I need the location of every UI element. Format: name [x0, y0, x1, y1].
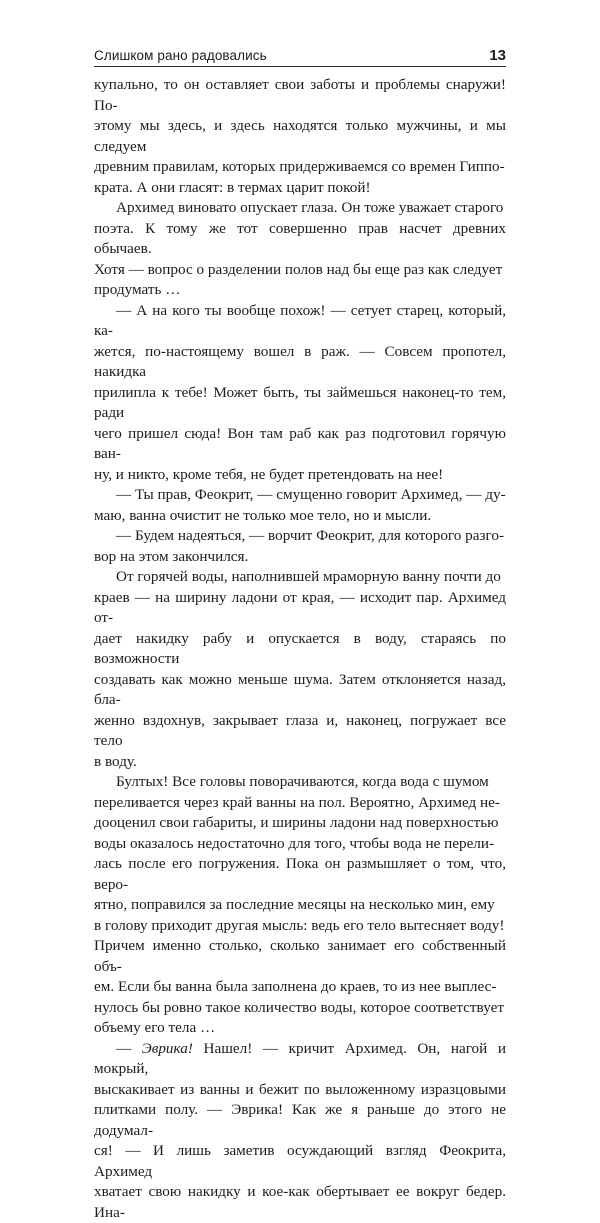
page-number: 13	[489, 47, 506, 66]
body-text	[94, 75, 506, 1223]
paragraph: купально, то он оставляет свои заботы и проблемы снаружи! По- этому мы здесь, и здесь находятся только мужчины, и мы следуем древним правилам, которых придерживаемся со времен Гиппо- крата. А они гласят: в термах царит покой!	[94, 75, 506, 198]
paragraph: — Будем надеяться, — ворчит Феокрит, для которого разго- вор на этом закончился.	[94, 526, 506, 567]
paragraph: От горячей воды, наполнившей мраморную ванну почти до краев — на ширину ладони от края, — исходит пар. Архимед от- дает накидку рабу и опускается в воду, стараясь по возможности создавать как можно меньше шума. Затем отклоняется назад, бла- женно вздохнув, закрывает глаза и, наконец, погружает все тело в воду.	[94, 567, 506, 772]
paragraph: — Ты прав, Феокрит, — смущенно говорит Архимед, — ду- маю, ванна очистит не только мое тело, но и мысли.	[94, 485, 506, 526]
paragraph: Архимед виновато опускает глаза. Он тоже уважает старого поэта. К тому же тот совершенно прав насчет древних обычаев. Хотя — вопрос о разделении полов над бы еще раз как следует продумать …	[94, 198, 506, 301]
running-header	[94, 38, 506, 67]
dialogue-dash: —	[116, 1040, 142, 1057]
paragraph: Бултых! Все головы поворачиваются, когда вода с шумом переливается через край ванны на пол. Вероятно, Архимед не- дооценил свои габариты, и ширины ладони над поверхностью воды оказалось недостаточно для того, чтобы вода не перели- лась после его погружения. Пока он размышляет о том, что, веро- ятно, поправился за последние месяцы на несколько мин, ему в голову приходит другая мысль: ведь его тело вытесняет воду! Причем именно столько, сколько занимает его собственный объ- ем. Если бы ванна была заполнена до краев, то из нее выплес- нулось бы ровно такое количество воды, которое соответствует объему его тела …	[94, 772, 506, 1039]
paragraph-eureka	[94, 1039, 506, 1223]
running-title: Слишком рано радовались	[94, 48, 267, 66]
eureka-emphasis: Эврика!	[142, 1040, 193, 1057]
paragraph: — А на кого ты вообще похож! — сетует старец, который, ка- жется, по-настоящему вошел в раж. — Совсем пропотел, накидка прилипла к тебе! Может быть, ты займешься наконец-то тем, ради чего пришел сюда! Вон там раб как раз подготовил горячую ван- ну, и никто, кроме тебя, не будет претендовать на нее!	[94, 301, 506, 486]
paragraph-text: Нашел! — кричит Архимед. Он, нагой и мокрый, выскакивает из ванны и бежит по выложенному изразцовыми плитками полу. — Эврика! Как же я раньше до этого не додумал- ся! — И лишь заметив осуждающий взгляд Феокрита, Архимед хватает свою накидку и кое-как обертывает ее вокруг бедер. Ина-	[94, 1040, 506, 1221]
